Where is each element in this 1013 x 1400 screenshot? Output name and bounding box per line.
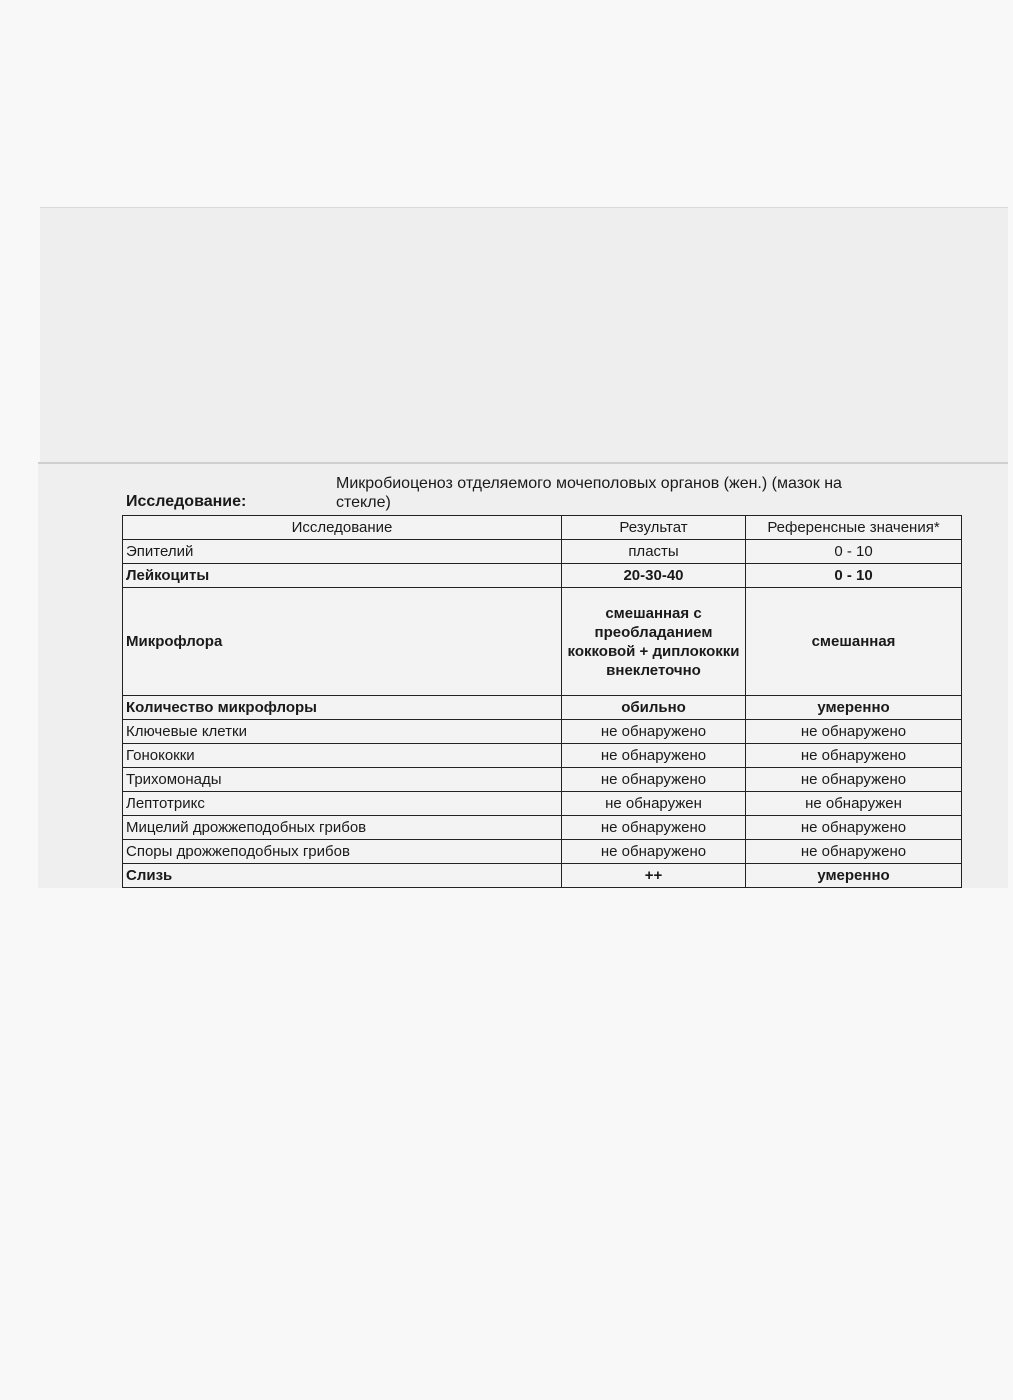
row-result: не обнаружено	[562, 744, 746, 768]
row-result: не обнаружено	[562, 768, 746, 792]
table-row	[123, 744, 962, 768]
row-result: пласты	[562, 540, 746, 564]
row-result: смешанная с преобладанием кокковой + диплококки внеклеточно	[562, 588, 746, 696]
table-row	[123, 816, 962, 840]
study-header	[124, 471, 960, 515]
row-name: Слизь	[123, 864, 562, 888]
table-row	[123, 696, 962, 720]
row-reference: не обнаружено	[746, 840, 962, 864]
table-row	[123, 840, 962, 864]
row-name: Эпителий	[123, 540, 562, 564]
row-reference: умеренно	[746, 696, 962, 720]
row-reference: 0 - 10	[746, 540, 962, 564]
row-reference: умеренно	[746, 864, 962, 888]
row-reference: смешанная	[746, 588, 962, 696]
row-name: Микрофлора	[123, 588, 562, 696]
table-row	[123, 768, 962, 792]
table-row	[123, 792, 962, 816]
column-header-study: Исследование	[123, 516, 562, 540]
row-name: Лейкоциты	[123, 564, 562, 588]
table-row	[123, 864, 962, 888]
row-name: Количество микрофлоры	[123, 696, 562, 720]
row-result: обильно	[562, 696, 746, 720]
row-reference: 0 - 10	[746, 564, 962, 588]
column-header-reference: Референсные значения*	[746, 516, 962, 540]
table-header-row	[123, 516, 962, 540]
table-row	[123, 588, 962, 696]
row-result: ++	[562, 864, 746, 888]
row-name: Трихомонады	[123, 768, 562, 792]
table-row	[123, 564, 962, 588]
row-reference: не обнаружено	[746, 816, 962, 840]
row-reference: не обнаружено	[746, 768, 962, 792]
row-name: Лептотрикс	[123, 792, 562, 816]
column-header-result: Результат	[562, 516, 746, 540]
row-reference: не обнаружен	[746, 792, 962, 816]
row-result: не обнаружено	[562, 840, 746, 864]
table-row	[123, 540, 962, 564]
study-label: Исследование:	[126, 493, 247, 510]
row-result: 20-30-40	[562, 564, 746, 588]
scan-strip-upper	[40, 207, 1008, 462]
row-name: Гонококки	[123, 744, 562, 768]
table-row	[123, 720, 962, 744]
row-result: не обнаружено	[562, 816, 746, 840]
row-result: не обнаружено	[562, 720, 746, 744]
row-result: не обнаружен	[562, 792, 746, 816]
row-name: Мицелий дрожжеподобных грибов	[123, 816, 562, 840]
row-reference: не обнаружено	[746, 744, 962, 768]
row-name: Споры дрожжеподобных грибов	[123, 840, 562, 864]
row-name: Ключевые клетки	[123, 720, 562, 744]
study-value: Микробиоценоз отделяемого мочеполовых органов (жен.) (мазок на стекле)	[336, 475, 842, 511]
results-table	[122, 515, 962, 888]
row-reference: не обнаружено	[746, 720, 962, 744]
